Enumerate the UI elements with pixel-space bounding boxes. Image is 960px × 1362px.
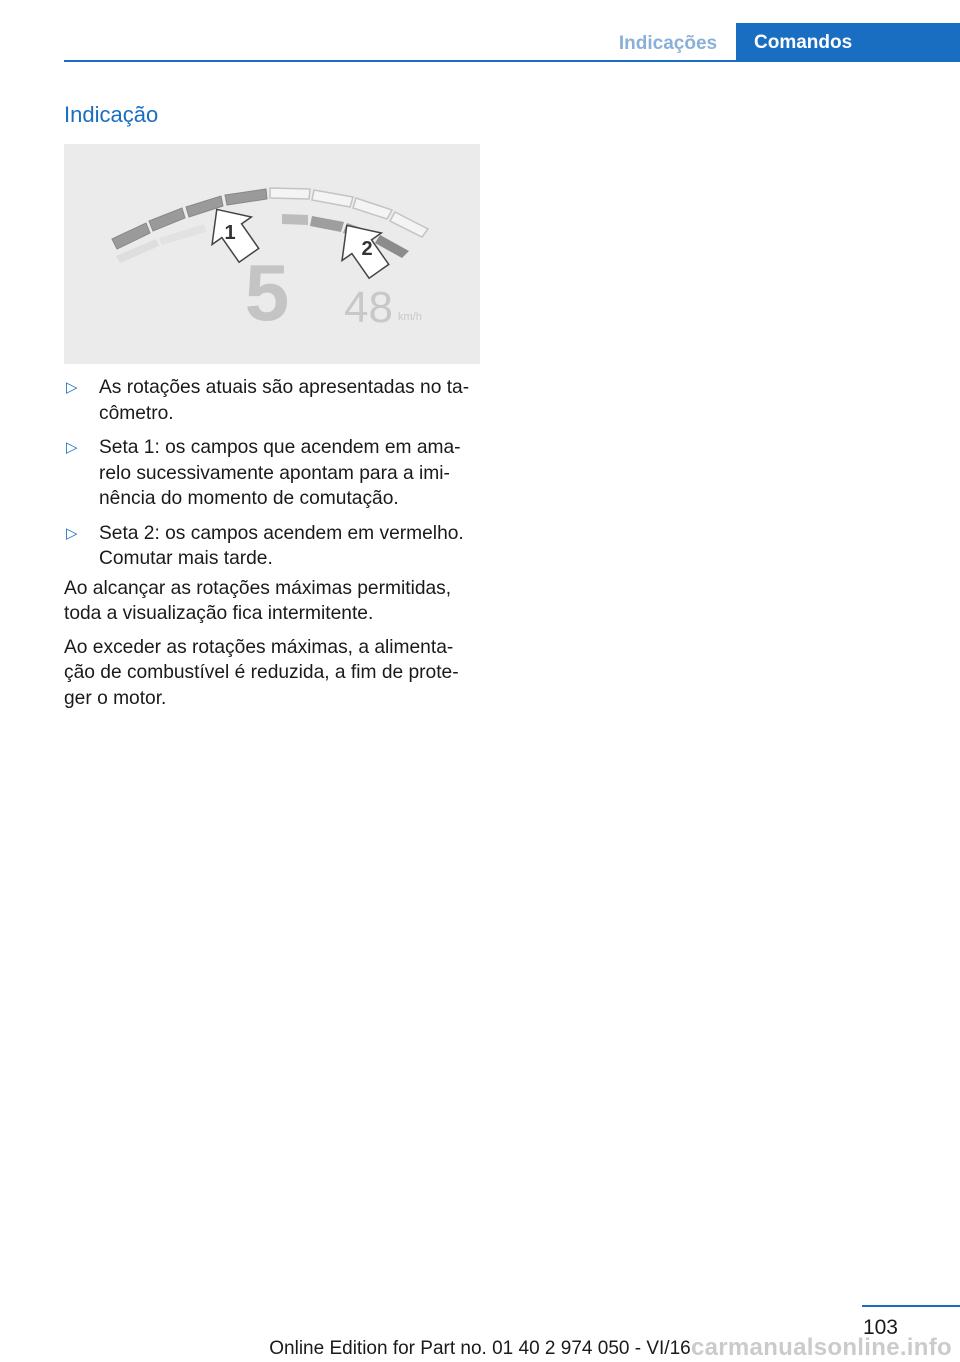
- list-item: [64, 435, 484, 512]
- page-number: 103: [862, 1316, 898, 1339]
- arrow-1-label: 1: [224, 222, 236, 244]
- bullet-text-2: Seta 1: os campos que acendem em ama- relo sucessivamente apontam para a imi- nência do momento de comutação.: [99, 437, 461, 509]
- edition-note: Online Edition for Part no. 01 40 2 974 050 - VI/16: [269, 1338, 691, 1359]
- paragraph-1: Ao alcançar as rotações máximas permitidas, toda a visualização fica intermitente.: [64, 577, 452, 624]
- bullet-text-1: As rotações atuais são apresentadas no ta- cômetro.: [99, 377, 470, 424]
- body-text: [64, 375, 484, 719]
- chapter-tab[interactable]: Comandos: [736, 23, 960, 62]
- tachometer-figure: [64, 144, 480, 364]
- list-item: [64, 521, 484, 572]
- triangle-right-outline-icon: ▷: [66, 439, 78, 456]
- arrow-2-label: 2: [361, 238, 373, 260]
- gear-indicator: 5: [244, 248, 290, 337]
- bullet-text-3: Seta 2: os campos acendem em vermelho. Comutar mais tarde.: [99, 522, 464, 569]
- footer-rule: [862, 1305, 960, 1307]
- section-tab[interactable]: Indicações: [618, 33, 718, 54]
- triangle-right-outline-icon: ▷: [66, 379, 78, 396]
- speed-value: 48: [344, 283, 393, 332]
- speed-unit: km/h: [398, 311, 422, 323]
- triangle-right-outline-icon: ▷: [66, 524, 78, 542]
- section-title: Indicação: [64, 102, 159, 127]
- list-item: [64, 375, 484, 426]
- tachometer-illustration: [64, 144, 480, 364]
- paragraph-2: Ao exceder as rotações máximas, a alimenta- ção de combustível é reduzida, a fim de prote- ger o motor.: [64, 636, 459, 709]
- watermark: carmanualsonline.info: [690, 1334, 952, 1361]
